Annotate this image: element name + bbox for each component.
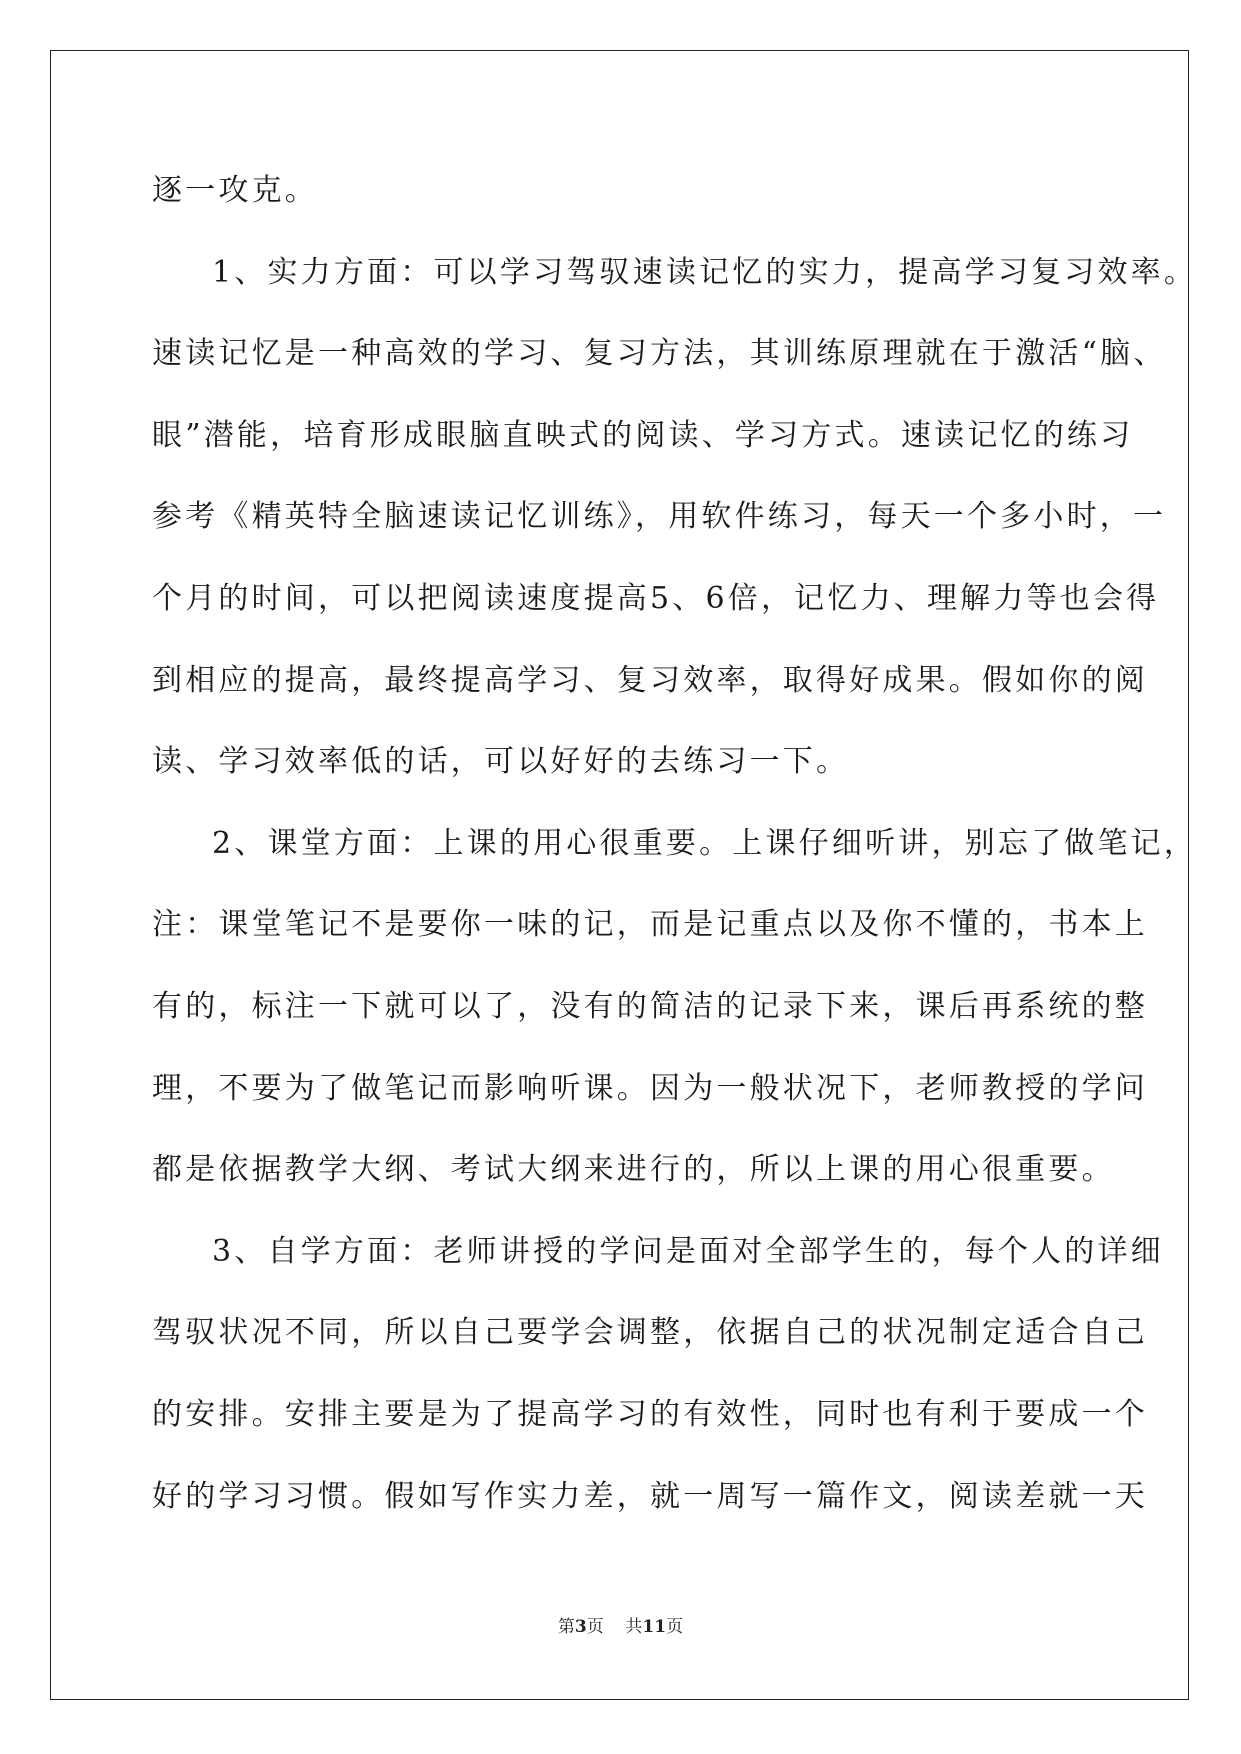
footer-total-suffix: 页 xyxy=(666,1617,684,1637)
text-line: 都是依据教学大纲、考试大纲来进行的，所以上课的用心很重要。 xyxy=(152,1152,1115,1188)
text-line: 好的学习习惯。假如写作实力差，就一周写一篇作文，阅读差就一天 xyxy=(152,1478,1148,1514)
text-line: 速读记忆是一种高效的学习、复习方法，其训练原理就在于激活“脑、 xyxy=(152,336,1167,372)
footer-prefix: 第 xyxy=(557,1617,575,1637)
text-line: 有的，标注一下就可以了，没有的简洁的记录下来，课后再系统的整 xyxy=(152,988,1148,1024)
text-line: 眼”潜能，培育形成眼脑直映式的阅读、学习方式。速读记忆的练习 xyxy=(152,417,1134,453)
page-footer xyxy=(0,1612,1241,1637)
footer-total-prefix: 共 xyxy=(625,1617,643,1637)
text-line: 3、自学方面：老师讲授的学问是面对全部学生的，每个人的详细 xyxy=(212,1233,1164,1269)
text-line: 驾驭状况不同，所以自己要学会调整，依据自己的状况制定适合自己 xyxy=(152,1315,1148,1351)
text-line: 到相应的提高，最终提高学习、复习效率，取得好成果。假如你的阅 xyxy=(152,662,1148,698)
text-line: 注：课堂笔记不是要你一味的记，而是记重点以及你不懂的，书本上 xyxy=(152,907,1148,943)
text-line: 1、实力方面：可以学习驾驭速读记忆的实力，提高学习复习效率。 xyxy=(212,254,1198,290)
text-line: 读、学习效率低的话，可以好好的去练习一下。 xyxy=(152,744,850,780)
text-line: 理，不要为了做笔记而影响听课。因为一般状况下，老师教授的学问 xyxy=(152,1070,1148,1106)
text-line: 的安排。安排主要是为了提高学习的有效性，同时也有利于要成一个 xyxy=(152,1396,1148,1432)
document-body xyxy=(152,150,1198,1537)
text-line: 个月的时间，可以把阅读速度提高5、6倍，记忆力、理解力等也会得 xyxy=(152,580,1160,616)
footer-page-suffix: 页 xyxy=(586,1617,604,1637)
total-pages-number: 11 xyxy=(642,1617,667,1637)
text-line: 2、课堂方面：上课的用心很重要。上课仔细听讲，别忘了做笔记， xyxy=(212,825,1198,861)
text-line: 参考《精英特全脑速读记忆训练》，用软件练习，每天一个多小时，一 xyxy=(152,499,1167,535)
current-page-number: 3 xyxy=(574,1617,587,1637)
text-line: 逐一攻克。 xyxy=(152,173,318,208)
